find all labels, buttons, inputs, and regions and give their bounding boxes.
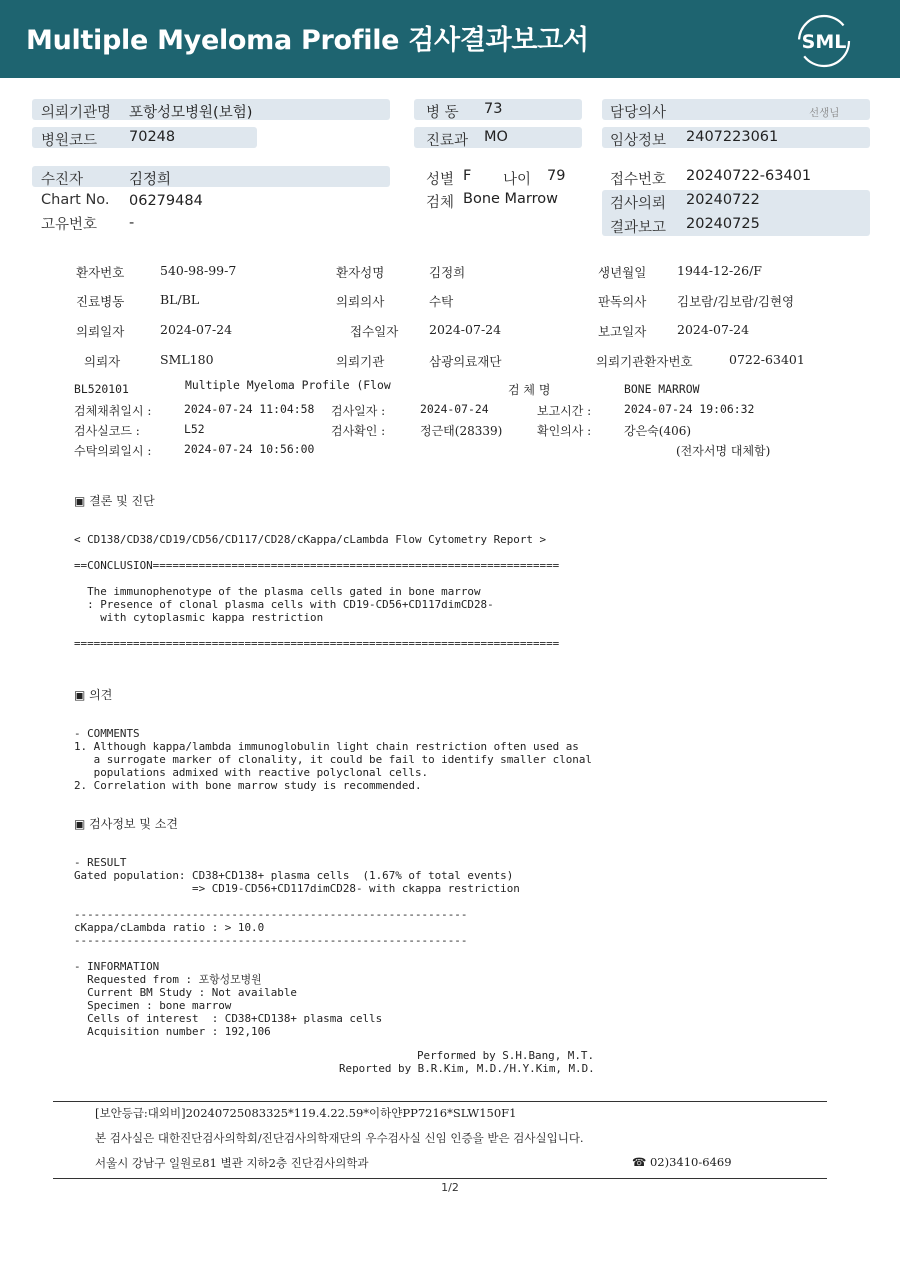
- recv-value: 20240722-63401: [686, 168, 812, 184]
- recv-label: 접수번호: [610, 172, 667, 188]
- pill-patient: [32, 166, 390, 187]
- opinion-body: - COMMENTS 1. Although kappa/lambda immunoglobulin light chain restriction often used as a surrogate marker of clonality, it could be fail to identify smaller clonal populations admixed with reactive polyclonal cells. 2. Correlation with bone marrow study is recommended.: [74, 727, 592, 792]
- dept-label: 진료과: [426, 133, 469, 149]
- specimen-name-value: BONE MARROW: [624, 382, 700, 396]
- patient-value: 김정희: [129, 172, 172, 188]
- esign-note: (전자서명 대체함): [676, 444, 771, 458]
- report-date-label: 보고일자: [598, 324, 647, 339]
- ward-grid-label: 진료병동: [76, 294, 125, 309]
- client-value: 포항성모병원(보험): [129, 105, 253, 121]
- cert-line: 본 검사실은 대한진단검사의학회/진단검사의학재단의 우수검사실 신임 인증을 받은 검사실입니다.: [95, 1131, 584, 1145]
- patient-no-value: 540-98-99-7: [160, 263, 237, 278]
- opinion-title: ▣ 의견: [74, 688, 113, 702]
- recv-date-label: 접수일자: [350, 324, 399, 339]
- ward-label: 병 동: [426, 105, 459, 121]
- footer-top-rule: [53, 1101, 827, 1102]
- address-line: 서울시 강남구 일원로81 별관 지하2층 진단검사의학과: [95, 1156, 369, 1170]
- org-patient-no-label: 의뢰기관환자번호: [596, 354, 693, 369]
- test-name: Multiple Myeloma Profile (Flow: [185, 378, 391, 392]
- clinical-value: 2407223061: [686, 129, 779, 145]
- result-value: 20240725: [686, 216, 760, 232]
- findings-title: ▣ 검사정보 및 소견: [74, 817, 178, 831]
- clinical-label: 임상정보: [610, 133, 667, 149]
- room-code-value: L52: [184, 422, 205, 436]
- chart-label: Chart No.: [41, 192, 110, 208]
- footer-bottom-rule: [53, 1178, 827, 1179]
- report-title: Multiple Myeloma Profile 검사결과보고서: [26, 25, 589, 56]
- reading-doctor-value: 김보람/김보람/김현영: [677, 294, 795, 309]
- age-value: 79: [547, 168, 566, 184]
- org-patient-no-value: 0722-63401: [729, 352, 805, 367]
- specimen-label: 검체: [426, 195, 455, 211]
- collect-label: 검체채취일시 :: [74, 404, 152, 418]
- birth-label: 생년월일: [598, 265, 647, 280]
- hospcode-value: 70248: [129, 129, 176, 145]
- doctor-suffix: 선생님: [809, 107, 840, 119]
- reported-by: Reported by B.R.Kim, M.D./H.Y.Kim, M.D.: [339, 1062, 595, 1075]
- accept-value: 2024-07-24 10:56:00: [184, 442, 315, 456]
- room-code-label: 검사실코드 :: [74, 424, 140, 438]
- ward-grid-value: BL/BL: [160, 292, 200, 307]
- requester-value: SML180: [160, 352, 214, 367]
- specimen-value: Bone Marrow: [463, 191, 559, 207]
- patient-name-label: 환자성명: [336, 265, 385, 280]
- accept-label: 수탁의뢰일시 :: [74, 444, 152, 458]
- req-date-value: 2024-07-24: [160, 322, 233, 337]
- confirm-value: 정근태(28339): [420, 424, 503, 438]
- requester-label: 의뢰자: [84, 354, 121, 369]
- reading-doctor-label: 판독의사: [598, 294, 647, 309]
- report-date-value: 2024-07-24: [677, 322, 750, 337]
- ward-value: 73: [484, 101, 503, 117]
- confirm-doctor-value: 강은숙(406): [624, 424, 692, 438]
- client-label: 의뢰기관명: [41, 105, 112, 121]
- uid-value: -: [129, 215, 135, 231]
- conclusion-body: < CD138/CD38/CD19/CD56/CD117/CD28/cKappa/cLambda Flow Cytometry Report > ==CONCLUSION============================================================== The immunophenotype of the plasma cells gated in bone marrow : Presence of clonal plasma cells with CD19-CD56+CD117dimCD28- with cytoplasmic kappa restriction ==========================================================================: [74, 533, 560, 650]
- req-org-label: 의뢰기관: [336, 354, 385, 369]
- result-label: 결과보고: [610, 220, 667, 236]
- dept-value: MO: [484, 129, 508, 145]
- hospcode-label: 병원코드: [41, 133, 98, 149]
- report-time-value: 2024-07-24 19:06:32: [624, 402, 755, 416]
- logo-text: SML: [801, 31, 847, 53]
- security-line: [보안등급:대외비]20240725083325*119.4.22.59*이하얀PP7216*SLW150F1: [95, 1106, 517, 1120]
- findings-body: - RESULT Gated population: CD38+CD138+ plasma cells (1.67% of total events) => CD19-CD56+CD117dimCD28- with ckappa restriction ------------------------------------------------------------ cKappa/cLambda ratio : > 10.0 ------------------------------------------------------------ - INFORMATION Requested from : 포항성모병원 Current BM Study : Not available Specimen : bone marrow Cells of interest : CD38+CD138+ plasma cells Acquisition number : 192,106: [74, 856, 520, 1038]
- test-date-value: 2024-07-24: [420, 402, 489, 416]
- chart-value: 06279484: [129, 193, 203, 209]
- page-number: 1/2: [441, 1181, 459, 1194]
- patient-no-label: 환자번호: [76, 265, 125, 280]
- performed-by: Performed by S.H.Bang, M.T.: [417, 1049, 595, 1062]
- sex-label: 성별: [426, 172, 455, 188]
- report-header-bar: [0, 0, 900, 78]
- req-doctor-value: 수탁: [429, 294, 454, 309]
- birth-value: 1944-12-26/F: [677, 263, 762, 278]
- sex-value: F: [463, 168, 472, 184]
- req-org-value: 삼광의료재단: [429, 354, 502, 369]
- test-code: BL520101: [74, 382, 129, 396]
- age-label: 나이: [503, 172, 532, 188]
- conclusion-title: ▣ 결론 및 진단: [74, 494, 155, 508]
- reqdate-value: 20240722: [686, 192, 760, 208]
- recv-date-value: 2024-07-24: [429, 322, 502, 337]
- reqdate-label: 검사의뢰: [610, 196, 667, 212]
- confirm-doctor-label: 확인의사 :: [537, 424, 592, 438]
- confirm-label: 검사확인 :: [331, 424, 386, 438]
- sml-logo-icon: [796, 13, 852, 69]
- phone-line: ☎ 02)3410-6469: [632, 1155, 732, 1169]
- collect-value: 2024-07-24 11:04:58: [184, 402, 315, 416]
- uid-label: 고유번호: [41, 217, 98, 233]
- patient-label: 수진자: [41, 172, 84, 188]
- patient-name-value: 김정희: [429, 265, 466, 280]
- specimen-name-label: 검 체 명: [508, 383, 551, 397]
- req-doctor-label: 의뢰의사: [336, 294, 385, 309]
- report-time-label: 보고시간 :: [537, 404, 592, 418]
- req-date-label: 의뢰일자: [76, 324, 125, 339]
- test-date-label: 검사일자 :: [331, 404, 386, 418]
- doctor-label: 담당의사: [610, 105, 667, 121]
